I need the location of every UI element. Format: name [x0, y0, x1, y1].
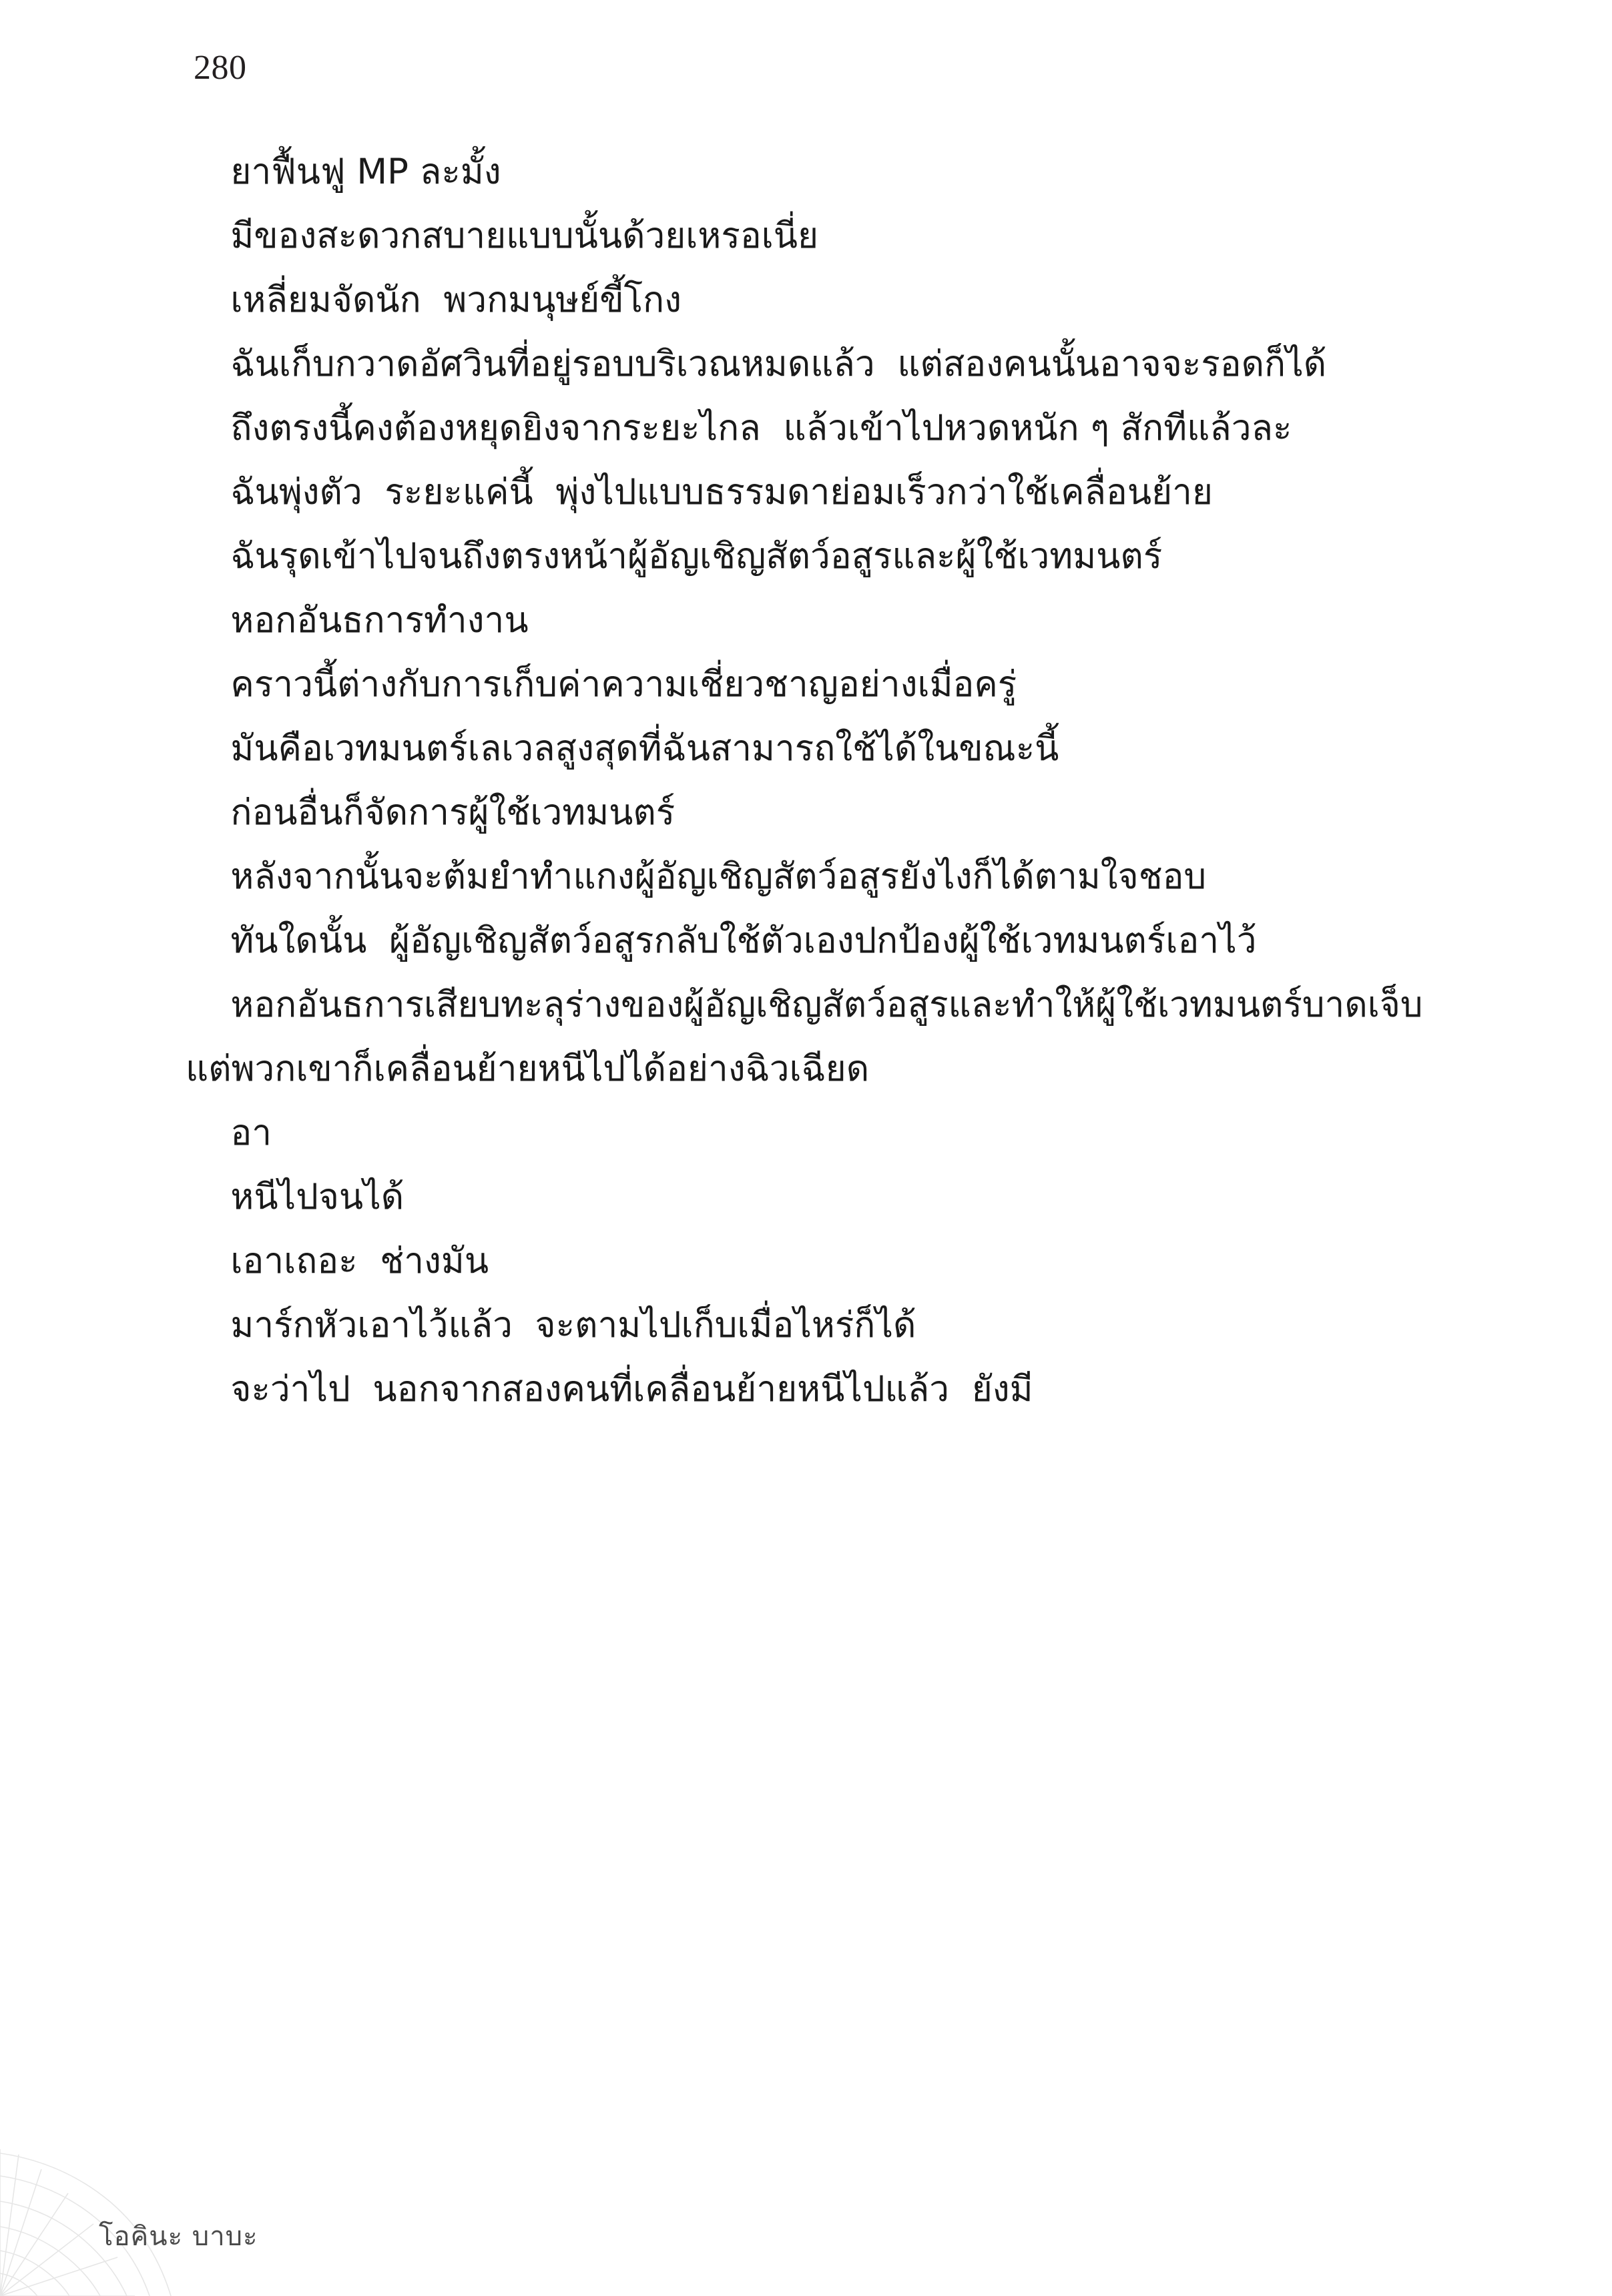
paragraph: จะว่าไป นอกจากสองคนที่เคลื่อนย้ายหนีไปแล้ว ยังมี — [186, 1369, 1033, 1410]
spider-web-decoration — [0, 2076, 220, 2296]
paragraph: ก่อนอื่นก็จัดการผู้ใช้เวทมนตร์ — [186, 792, 676, 833]
paragraph: มีของสะดวกสบายแบบนั้นด้วยเหรอเนี่ย — [186, 216, 819, 256]
paragraph: หลังจากนั้นจะต้มยำทำแกงผู้อัญเชิญสัตว์อสูรยังไงก็ได้ตามใจชอบ — [186, 856, 1207, 897]
paragraph: คราวนี้ต่างกับการเก็บค่าความเชี่ยวชาญอย่างเมื่อครู่ — [186, 664, 1017, 705]
paragraph: อา — [186, 1113, 272, 1153]
paragraph: ยาฟื้นฟู MP ละมั้ง — [186, 152, 501, 192]
footer-author: โอคินะ บาบะ — [99, 2221, 258, 2252]
paragraph: ฉันรุดเข้าไปจนถึงตรงหน้าผู้อัญเชิญสัตว์อสูรและผู้ใช้เวทมนตร์ — [186, 536, 1163, 577]
page-body-text — [186, 140, 1454, 1422]
paragraph: หอกอันธการทำงาน — [186, 600, 529, 641]
paragraph: ฉันพุ่งตัว ระยะแค่นี้ พุ่งไปแบบธรรมดาย่อมเร็วกว่าใช้เคลื่อนย้าย — [186, 472, 1213, 513]
paragraph: ทันใดนั้น ผู้อัญเชิญสัตว์อสูรกลับใช้ตัวเองปกป้องผู้ใช้เวทมนตร์เอาไว้ — [186, 920, 1257, 961]
paragraph: เหลี่ยมจัดนัก พวกมนุษย์ขี้โกง — [186, 280, 682, 320]
paragraph: มันคือเวทมนตร์เลเวลสูงสุดที่ฉันสามารถใช้ได้ในขณะนี้ — [186, 728, 1059, 769]
page-number: 280 — [194, 49, 247, 87]
paragraph: เอาเถอะ ช่างมัน — [186, 1241, 489, 1281]
paragraph: ถึงตรงนี้คงต้องหยุดยิงจากระยะไกล แล้วเข้าไปหวดหนัก ๆ สักทีแล้วละ — [186, 408, 1292, 449]
paragraph: หอกอันธการเสียบทะลุร่างของผู้อัญเชิญสัตว์อสูรและทำให้ผู้ใช้เวทมนตร์บาดเจ็บ แต่พวกเขาก็เคลื่อนย้ายหนีไปได้อย่างฉิวเฉียด — [186, 984, 1446, 1089]
paragraph: หนีไปจนได้ — [186, 1177, 405, 1217]
paragraph: มาร์กหัวเอาไว้แล้ว จะตามไปเก็บเมื่อไหร่ก็ได้ — [186, 1305, 916, 1346]
paragraph: ฉันเก็บกวาดอัศวินที่อยู่รอบบริเวณหมดแล้ว แต่สองคนนั้นอาจจะรอดก็ได้ — [186, 344, 1327, 384]
